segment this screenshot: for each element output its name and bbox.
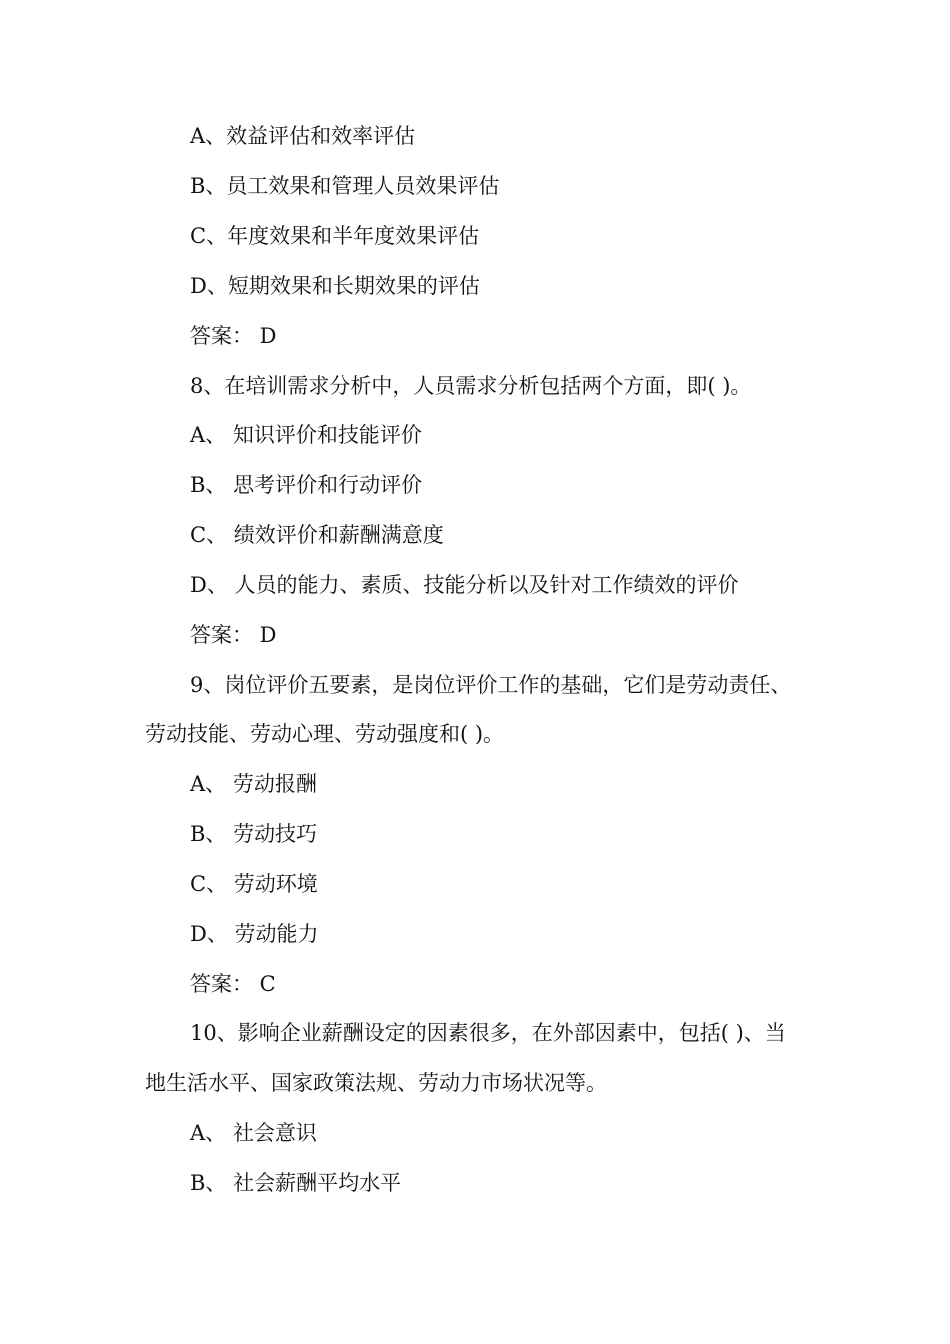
q9-option-a: A、 劳动报酬 — [190, 772, 317, 796]
q9-question-line1: 9、岗位评价五要素，是岗位评价工作的基础，它们是劳动责任、 — [190, 673, 792, 697]
q10-question-line2: 地生活水平、国家政策法规、劳动力市场状况等。 — [145, 1071, 607, 1095]
q9-option-d: D、 劳动能力 — [190, 922, 319, 946]
q8-option-d: D、 人员的能力、素质、技能分析以及针对工作绩效的评价 — [190, 573, 739, 597]
q9-option-b: B、 劳动技巧 — [190, 822, 318, 846]
q10-question-line1: 10、影响企业薪酬设定的因素很多，在外部因素中，包括( )、当 — [190, 1021, 786, 1045]
q9-answer: 答案： C — [190, 972, 276, 996]
q7-option-a: A、效益评估和效率评估 — [190, 124, 416, 148]
q9-option-c: C、 劳动环境 — [190, 872, 318, 896]
q9-question-line2: 劳动技能、劳动心理、劳动强度和( )。 — [145, 722, 505, 746]
q10-option-a: A、 社会意识 — [190, 1121, 317, 1145]
q8-question: 8、在培训需求分析中，人员需求分析包括两个方面，即( )。 — [190, 374, 752, 398]
q8-option-c: C、 绩效评价和薪酬满意度 — [190, 523, 444, 547]
q8-option-b: B、 思考评价和行动评价 — [190, 473, 423, 497]
q8-option-a: A、 知识评价和技能评价 — [190, 423, 422, 447]
q8-answer: 答案： D — [190, 623, 277, 647]
q7-answer: 答案： D — [190, 324, 277, 348]
q7-option-b: B、员工效果和管理人员效果评估 — [190, 174, 500, 198]
q7-option-d: D、短期效果和长期效果的评估 — [190, 274, 480, 298]
q10-option-b: B、 社会薪酬平均水平 — [190, 1171, 402, 1195]
q7-option-c: C、年度效果和半年度效果评估 — [190, 224, 480, 248]
